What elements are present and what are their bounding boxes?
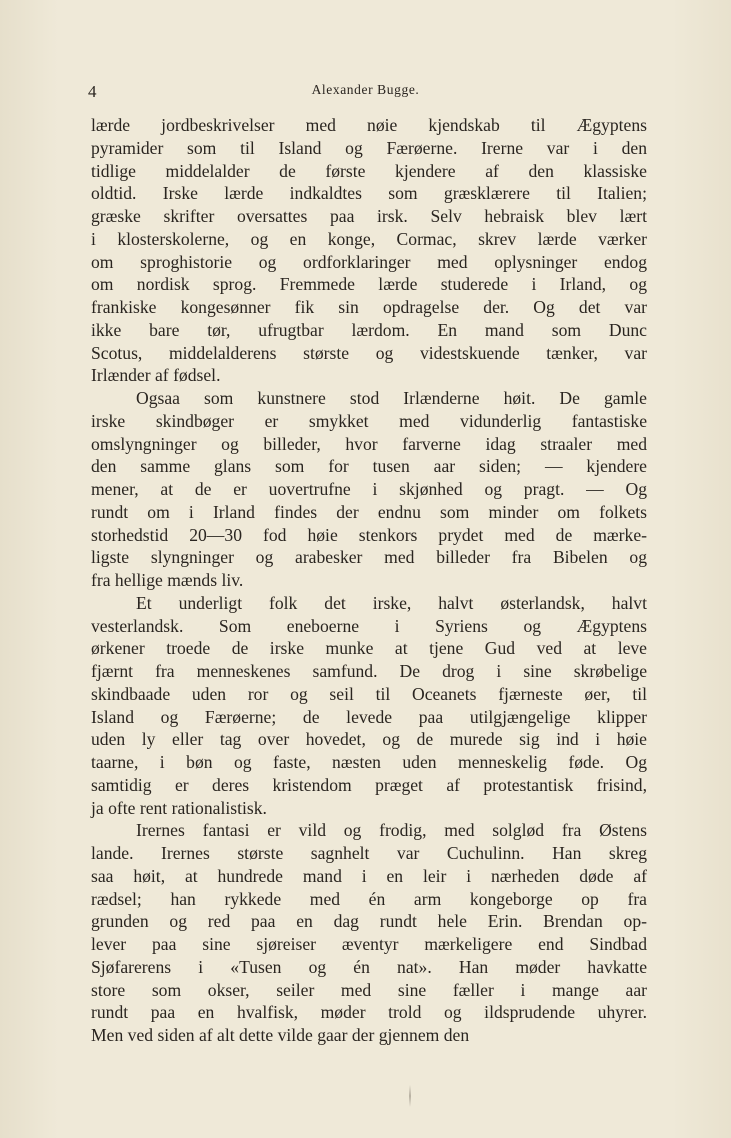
text-line: lande. Irernes største sagnhelt var Cuchulinn. Han skreg bbox=[91, 843, 647, 863]
text-line: irske skindbøger er smykket med vidunderlig fantastiske bbox=[91, 410, 647, 431]
text-line: Men ved siden af alt dette vilde gaar der gjennem den bbox=[91, 1025, 470, 1045]
text-line: den samme glans som for tusen aar siden; — kjendere bbox=[91, 456, 647, 477]
text-line: Ogsaa som kunstnere stod Irlænderne høit. De gamle bbox=[136, 388, 647, 408]
text-line: lever paa sine sjøreiser æventyr mærkeligere end Sindbad bbox=[91, 934, 647, 954]
text-line: taarne, i bøn og faste, næsten uden menneskelig føde. Og bbox=[91, 752, 647, 772]
paragraph bbox=[91, 819, 647, 1047]
text-line: Et underligt folk det irske, halvt østerlandsk, halvt bbox=[136, 592, 647, 613]
text-line: omslyngninger og billeder, hvor farverne idag straaler med bbox=[91, 433, 647, 454]
text-line: fra hellige mænds liv. bbox=[91, 570, 244, 590]
text-line: rundt om i Irland findes der endnu som minder om folkets bbox=[91, 501, 647, 522]
text-line: pyramider som til Island og Færøerne. Irerne var i den bbox=[91, 137, 647, 158]
text-line: om nordisk sprog. Fremmede lærde studerede i Irland, og bbox=[91, 274, 647, 295]
text-line: tidlige middelalder de første kjendere af den klassiske bbox=[91, 160, 647, 181]
paragraph bbox=[91, 592, 647, 820]
text-line: Scotus, middelalderens største og videstskuende tænker, var bbox=[91, 342, 647, 363]
body-text bbox=[91, 114, 647, 1047]
text-line: Sjøfarerens i «Tusen og én nat». Han møder havkatte bbox=[91, 956, 647, 977]
text-line: fjærnt fra menneskenes samfund. De drog i sine skrøbelige bbox=[91, 661, 647, 681]
text-line: store som okser, seiler med sine fæller i mange aar bbox=[91, 979, 647, 1000]
text-line: Irlænder af fødsel. bbox=[91, 365, 221, 386]
text-line: saa høit, at hundrede mand i en leir i nærheden døde af bbox=[91, 865, 647, 886]
text-line: ikke bare tør, ufrugtbar lærdom. En mand som Dunc bbox=[91, 319, 647, 340]
text-line: om sproghistorie og ordforklaringer med oplysninger endog bbox=[91, 251, 647, 272]
text-line: græske skrifter oversattes paa irsk. Selv hebraisk blev lært bbox=[91, 206, 647, 226]
text-line: lærde jordbeskrivelser med nøie kjendskab til Ægyptens bbox=[91, 115, 647, 135]
running-title: Alexander Bugge. bbox=[311, 82, 420, 97]
paragraph bbox=[91, 387, 647, 592]
text-line: Irernes fantasi er vild og frodig, med solglød fra Østens bbox=[136, 820, 647, 841]
text-line: oldtid. Irske lærde indkaldtes som græsklærere til Italien; bbox=[91, 183, 647, 204]
text-line: rædsel; han rykkede med én arm kongeborge op fra bbox=[91, 888, 647, 909]
text-line: mener, at de er uovertrufne i skjønhed og pragt. — Og bbox=[91, 479, 647, 499]
paper-mark bbox=[409, 1085, 411, 1107]
text-line: grunden og red paa en dag rundt hele Erin. Brendan op- bbox=[91, 911, 647, 932]
text-line: Island og Færøerne; de levede paa utilgjængelige klipper bbox=[91, 706, 647, 727]
text-line: vesterlandsk. Som eneboerne i Syriens og Ægyptens bbox=[91, 615, 647, 636]
text-line: i klosterskolerne, og en konge, Cormac, skrev lærde værker bbox=[91, 228, 647, 249]
text-line: uden ly eller tag over hovedet, og de murede sig ind i høie bbox=[91, 729, 647, 750]
text-line: ørkener troede de irske munke at tjene Gud ved at leve bbox=[91, 638, 647, 659]
text-line: frankiske kongesønner fik sin opdragelse der. Og det var bbox=[91, 297, 647, 317]
text-line: samtidig er deres kristendom præget af protestantisk frisind, bbox=[91, 774, 647, 795]
page-number: 4 bbox=[88, 82, 97, 101]
text-line: rundt paa en hvalfisk, møder trold og ildsprudende uhyrer. bbox=[91, 1002, 647, 1023]
page-header bbox=[88, 80, 643, 106]
text-line: storhedstid 20—30 fod høie stenkors prydet med de mærke- bbox=[91, 524, 647, 545]
text-line: skindbaade uden ror og seil til Oceanets fjærneste øer, til bbox=[91, 683, 647, 704]
text-line: ligste slyngninger og arabesker med billeder fra Bibelen og bbox=[91, 547, 647, 568]
paragraph bbox=[91, 114, 647, 387]
text-line: ja ofte rent rationalistisk. bbox=[91, 797, 267, 818]
